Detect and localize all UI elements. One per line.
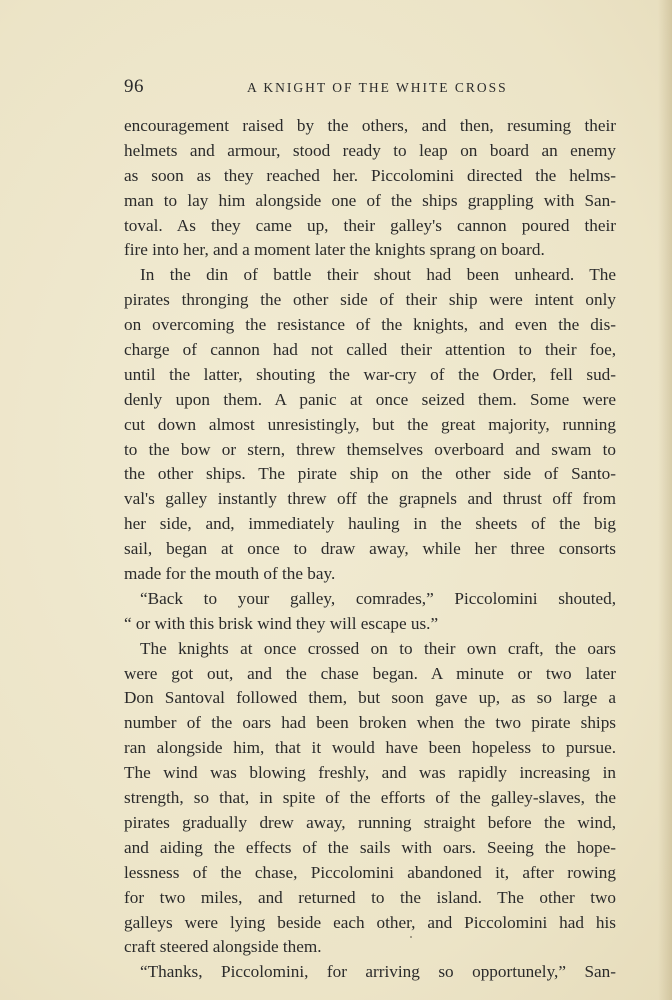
text-line: toval. As they came up, their galley's cannon poured their [124,215,616,235]
page-header [124,76,614,100]
text-line: as soon as they reached her. Piccolomini directed the helms- [124,165,616,185]
text-line: sail, began at once to draw away, while her three consorts [124,539,616,559]
text-line: fire into her, and a moment later the knights sprang on board. [124,240,545,260]
paper-speck [410,936,412,938]
text-line: In the din of battle their shout had been unheard. The [140,265,616,285]
text-line: encouragement raised by the others, and then, resuming their [124,116,616,135]
page-number: 96 [124,76,144,97]
text-line: were got out, and the chase began. A minute or two later [124,663,616,683]
text-line: lessness of the chase, Piccolomini abandoned it, after rowing [124,862,616,882]
text-line: pirates thronging the other side of their ship were intent only [124,290,616,310]
text-line: the other ships. The pirate ship on the other side of Santo- [124,464,616,484]
text-line: craft steered alongside them. [124,937,322,957]
text-line: denly upon them. A panic at once seized them. Some were [124,389,616,409]
text-line: “Back to your galley, comrades,” Piccolomini shouted, [140,588,616,608]
text-line: pirates gradually drew away, running straight before the wind, [124,812,616,832]
text-line: strength, so that, in spite of the efforts of the galley-slaves, the [124,788,616,808]
text-line: to the bow or stern, threw themselves overboard and swam to [124,439,616,459]
text-line: cut down almost unresistingly, but the great majority, running [124,414,616,434]
text-line: “ or with this brisk wind they will escape us.” [124,613,439,633]
text-line: val's galley instantly threw off the grapnels and thrust off from [124,489,616,509]
text-line: for two miles, and returned to the island. The other two [124,887,616,907]
text-line: on overcoming the resistance of the knights, and even the dis- [124,315,616,335]
text-line: Don Santoval followed them, but soon gave up, as so large a [124,688,616,708]
text-line: and aiding the effects of the sails with oars. Seeing the hope- [124,837,616,857]
text-line: The wind was blowing freshly, and was rapidly increasing in [124,763,616,783]
page-edge-shadow [658,0,672,1000]
body-text [124,114,616,985]
text-line: made for the mouth of the bay. [124,564,336,584]
text-line: The knights at once crossed on to their own craft, the oars [140,638,616,658]
text-line: number of the oars had been broken when the two pirate ships [124,713,616,733]
text-line: until the latter, shouting the war-cry of the Order, fell sud- [124,364,616,384]
text-line: her side, and, immediately hauling in the sheets of the big [124,514,616,534]
text-line: “Thanks, Piccolomini, for arriving so opportunely,” San- [140,962,616,982]
running-title: A KNIGHT OF THE WHITE CROSS [247,80,508,95]
text-line: man to lay him alongside one of the ships grappling with San- [124,190,616,210]
text-line: charge of cannon had not called their attention to their foe, [124,340,616,360]
text-line: helmets and armour, stood ready to leap on board an enemy [124,140,616,160]
text-line: galleys were lying beside each other, and Piccolomini had his [124,912,616,932]
text-line: ran alongside him, that it would have been hopeless to pursue. [124,738,616,758]
